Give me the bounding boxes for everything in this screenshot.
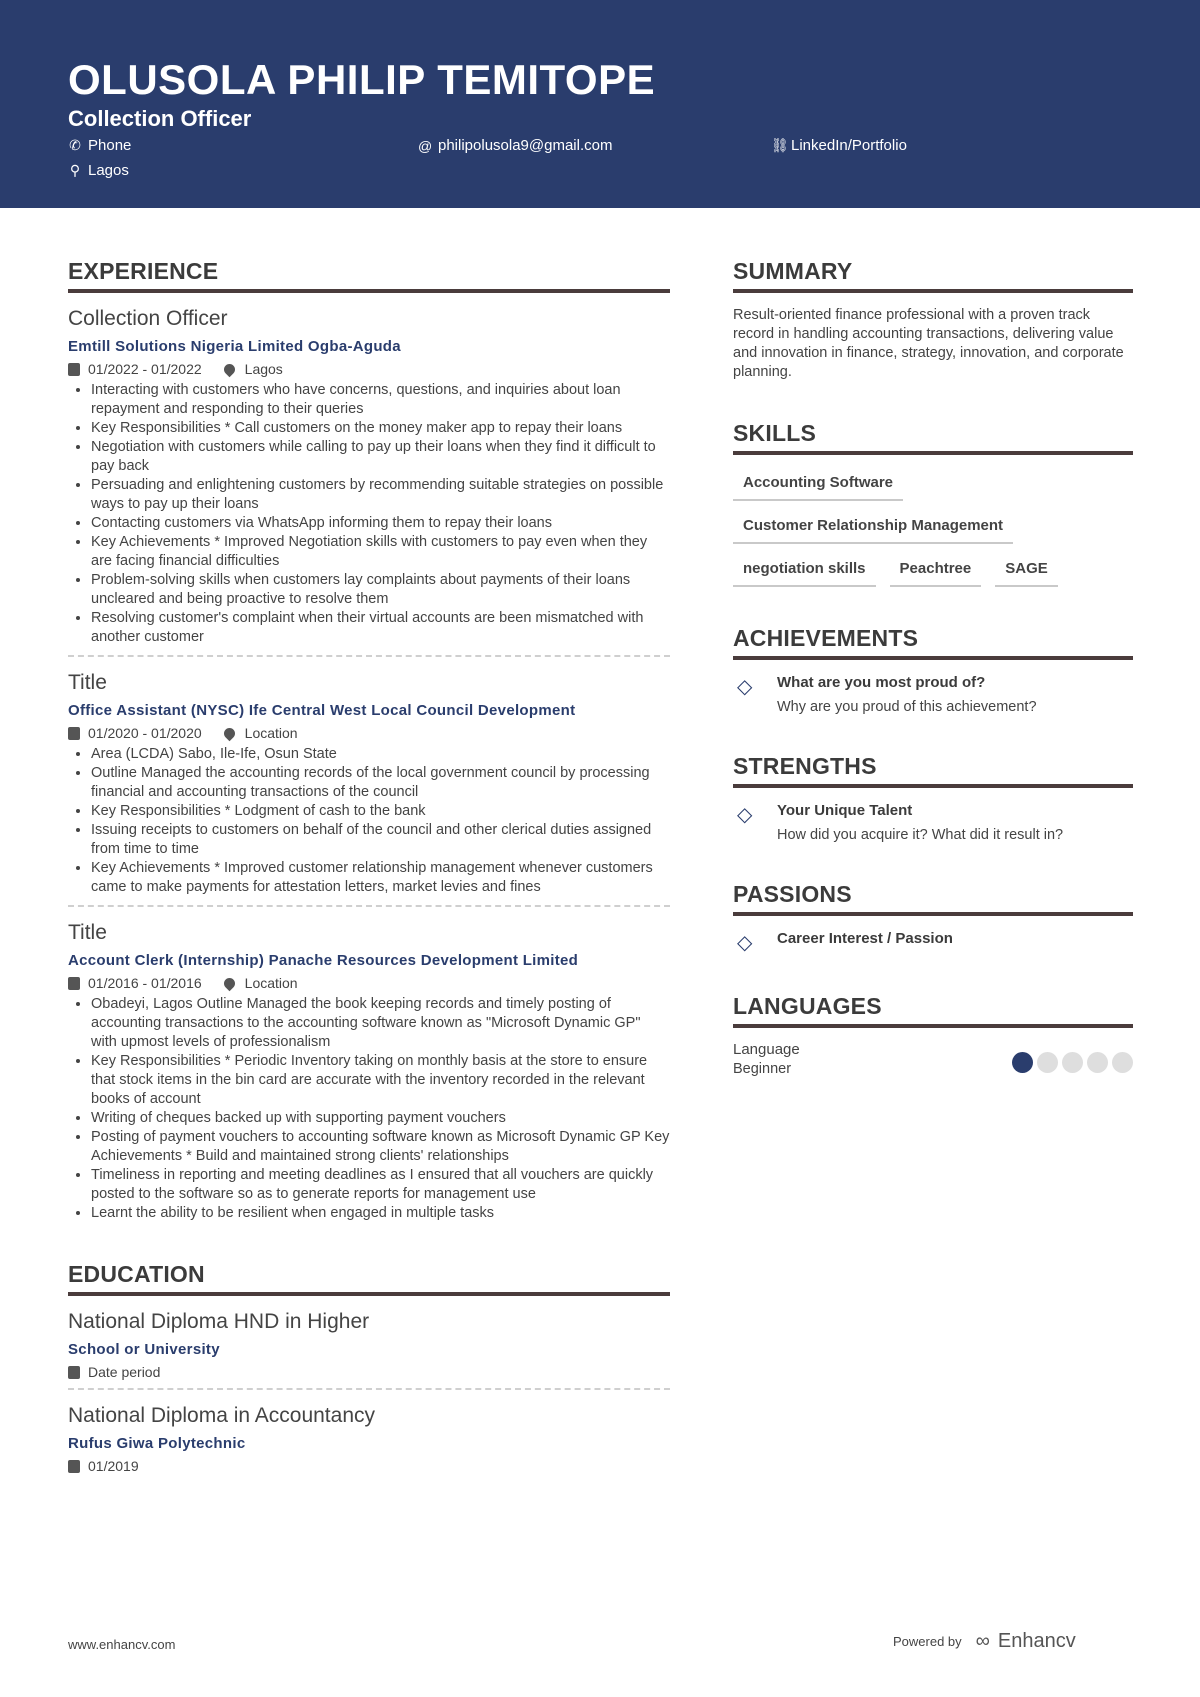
calendar-icon (68, 1460, 80, 1473)
skills-heading: SKILLS (733, 420, 1133, 455)
job-bullet: • Posting of payment vouchers to accounting software known as Microsoft Dynamic GP Key Achievements * Build and maintained strong clients' relationships (91, 1128, 670, 1166)
summary-heading: SUMMARY (733, 258, 1133, 293)
strength-desc: How did you acquire it? What did it result in? (777, 827, 1064, 843)
footer-website[interactable]: www.enhancv.com (68, 1637, 176, 1652)
job-bullet: • Contacting customers via WhatsApp informing them to repay their loans (91, 514, 670, 533)
contact-link-label: LinkedIn/Portfolio (791, 137, 907, 154)
language-level-dot (1087, 1052, 1108, 1073)
infinity-icon: ∞ (975, 1630, 990, 1652)
job-bullet: • Key Responsibilities * Periodic Inventory taking on monthly basis at the store to ensure that stock items in the bin card are accurate with the inventory recorded in the relevant books of account (91, 1052, 670, 1109)
job-bullet: • Persuading and enlightening customers by recommending suitable strategies on possible ways to pay up their loans (91, 476, 670, 514)
summary-text: Result-oriented finance professional with a proven track record in handling accounting transactions, delivering value and innovation in finance, strategy, innovation, and corporate planning. (733, 307, 1124, 380)
job-title: Title (68, 671, 107, 694)
language-level: Beginner (733, 1061, 792, 1077)
contact-email[interactable] (418, 137, 612, 154)
passion-title: Career Interest / Passion (777, 930, 953, 947)
passion-item (733, 930, 1133, 955)
calendar-icon (68, 1366, 80, 1379)
strength-title: Your Unique Talent (777, 802, 913, 819)
at-icon: @ (418, 137, 433, 154)
language-name: Language (733, 1041, 800, 1058)
job-meta (68, 725, 670, 741)
job-company: Emtill Solutions Nigeria Limited Ogba-Aguda (68, 338, 401, 355)
job-bullet: • Problem-solving skills when customers lay complaints about payments of their loans uncleared and being proactive to resolve them (91, 571, 670, 609)
job-bullet: • Issuing receipts to customers on behalf of the council and other clerical duties assigned from time to time (91, 821, 670, 859)
job-bullet: • Obadeyi, Lagos Outline Managed the book keeping records and timely posting of accounting transactions to the accounting software known as "Microsoft Dynamic GP" with upmost levels of professionalism (91, 995, 670, 1052)
location-pin-icon (221, 361, 237, 377)
education-date: Date period (88, 1364, 161, 1380)
contact-location-label: Lagos (88, 162, 129, 179)
job-entry (68, 671, 670, 907)
job-meta (68, 361, 670, 377)
languages-heading: LANGUAGES (733, 993, 1133, 1028)
diamond-icon: ◇ (737, 804, 753, 826)
location-pin-icon (221, 975, 237, 991)
calendar-icon (68, 727, 80, 740)
left-column (68, 258, 670, 1474)
skill-tag: Customer Relationship Management (733, 511, 1013, 544)
job-bullets (68, 381, 670, 647)
job-bullets (68, 995, 670, 1223)
calendar-icon (68, 977, 80, 990)
language-level-dot (1112, 1052, 1133, 1073)
job-bullet: • Key Responsibilities * Call customers on the money maker app to repay their loans (91, 419, 670, 438)
language-level-dot (1037, 1052, 1058, 1073)
education-meta (68, 1458, 670, 1474)
job-location: Location (244, 725, 298, 741)
location-pin-icon (221, 725, 237, 741)
achievement-item (733, 674, 1133, 715)
skill-tag: Peachtree (890, 554, 982, 587)
education-list (68, 1310, 670, 1474)
skill-tag: SAGE (995, 554, 1058, 587)
job-bullet: • Key Responsibilities * Lodgment of cash to the bank (91, 802, 670, 821)
job-bullet: • Outline Managed the accounting records of the local government council by processing financial and accounting transactions of the council (91, 764, 670, 802)
job-dates: 01/2020 - 01/2020 (88, 725, 202, 741)
location-pin-icon: ⚲ (69, 162, 81, 178)
job-title: Collection Officer (68, 307, 228, 330)
contact-phone[interactable] (68, 137, 131, 154)
job-location: Lagos (244, 361, 283, 377)
language-level-dots (1012, 1052, 1133, 1077)
education-heading: EDUCATION (68, 1261, 670, 1296)
contact-link[interactable] (771, 137, 907, 154)
contact-phone-label: Phone (88, 137, 132, 154)
section-divider (68, 655, 670, 657)
skill-tag: Accounting Software (733, 468, 903, 501)
diamond-icon: ◇ (737, 676, 753, 698)
experience-list (68, 307, 670, 1223)
strength-item (733, 802, 1133, 843)
education-school: Rufus Giwa Polytechnic (68, 1435, 246, 1452)
education-date: 01/2019 (88, 1458, 139, 1474)
education-degree: National Diploma HND in Higher (68, 1310, 370, 1333)
education-degree: National Diploma in Accountancy (68, 1404, 376, 1427)
job-bullet: • Learnt the ability to be resilient when engaged in multiple tasks (91, 1204, 670, 1223)
section-divider (68, 1388, 670, 1390)
education-meta (68, 1364, 670, 1380)
language-item (733, 1041, 1133, 1077)
job-dates: 01/2016 - 01/2016 (88, 975, 202, 991)
job-bullet: • Area (LCDA) Sabo, Ile-Ife, Osun State (91, 745, 670, 764)
job-meta (68, 975, 670, 991)
job-bullet: • Negotiation with customers while calling to pay up their loans when they find it difficult to pay back (91, 438, 670, 476)
job-title: Title (68, 921, 107, 944)
phone-icon: ✆ (69, 137, 81, 153)
resume-header (0, 0, 1200, 208)
diamond-icon: ◇ (737, 932, 753, 954)
job-bullet: • Interacting with customers who have concerns, questions, and inquiries about loan repayment and responding to their queries (91, 381, 670, 419)
brand-name: Enhancv (997, 1630, 1076, 1652)
strengths-heading: STRENGTHS (733, 753, 1133, 788)
contact-location (68, 162, 129, 179)
job-entry (68, 921, 670, 1223)
section-divider (68, 905, 670, 907)
link-icon: ⛓ (771, 137, 789, 153)
contact-email-label: philipolusola9@gmail.com (438, 137, 613, 154)
job-bullet: • Key Achievements * Improved Negotiation skills with customers to pay even when they are facing financial difficulties (91, 533, 670, 571)
achievement-title: What are you most proud of? (777, 674, 986, 691)
job-location: Location (244, 975, 298, 991)
footer-brand (893, 1630, 1076, 1653)
candidate-role: Collection Officer (68, 106, 252, 131)
job-dates: 01/2022 - 01/2022 (88, 361, 202, 377)
achievement-desc: Why are you proud of this achievement? (777, 699, 1037, 715)
job-bullet: • Resolving customer's complaint when their virtual accounts are been mismatched with another customer (91, 609, 670, 647)
job-bullet: • Key Achievements * Improved customer relationship management whenever customers came to make payments for attestation letters, market levies and fines (91, 859, 670, 897)
powered-by-label: Powered by (893, 1634, 962, 1649)
language-level-dot (1012, 1052, 1033, 1073)
job-company: Office Assistant (NYSC) Ife Central West Local Council Development (68, 702, 576, 719)
education-entry (68, 1404, 670, 1474)
passions-heading: PASSIONS (733, 881, 1133, 916)
experience-heading: EXPERIENCE (68, 258, 670, 293)
job-company: Account Clerk (Internship) Panache Resources Development Limited (68, 952, 579, 969)
job-bullet: • Timeliness in reporting and meeting deadlines as I ensured that all vouchers are quickly posted to the software so as to generate reports for management use (91, 1166, 670, 1204)
skills-list (733, 468, 1133, 597)
enhancv-logo[interactable] (976, 1630, 1076, 1653)
skill-tag: negotiation skills (733, 554, 876, 587)
job-bullet: • Writing of cheques backed up with supporting payment vouchers (91, 1109, 670, 1128)
language-level-dot (1062, 1052, 1083, 1073)
calendar-icon (68, 363, 80, 376)
education-school: School or University (68, 1341, 220, 1358)
candidate-name: OLUSOLA PHILIP TEMITOPE (68, 56, 656, 103)
education-entry (68, 1310, 670, 1390)
job-entry (68, 307, 670, 657)
job-bullets (68, 745, 670, 897)
achievements-heading: ACHIEVEMENTS (733, 625, 1133, 660)
right-column (733, 258, 1133, 1077)
